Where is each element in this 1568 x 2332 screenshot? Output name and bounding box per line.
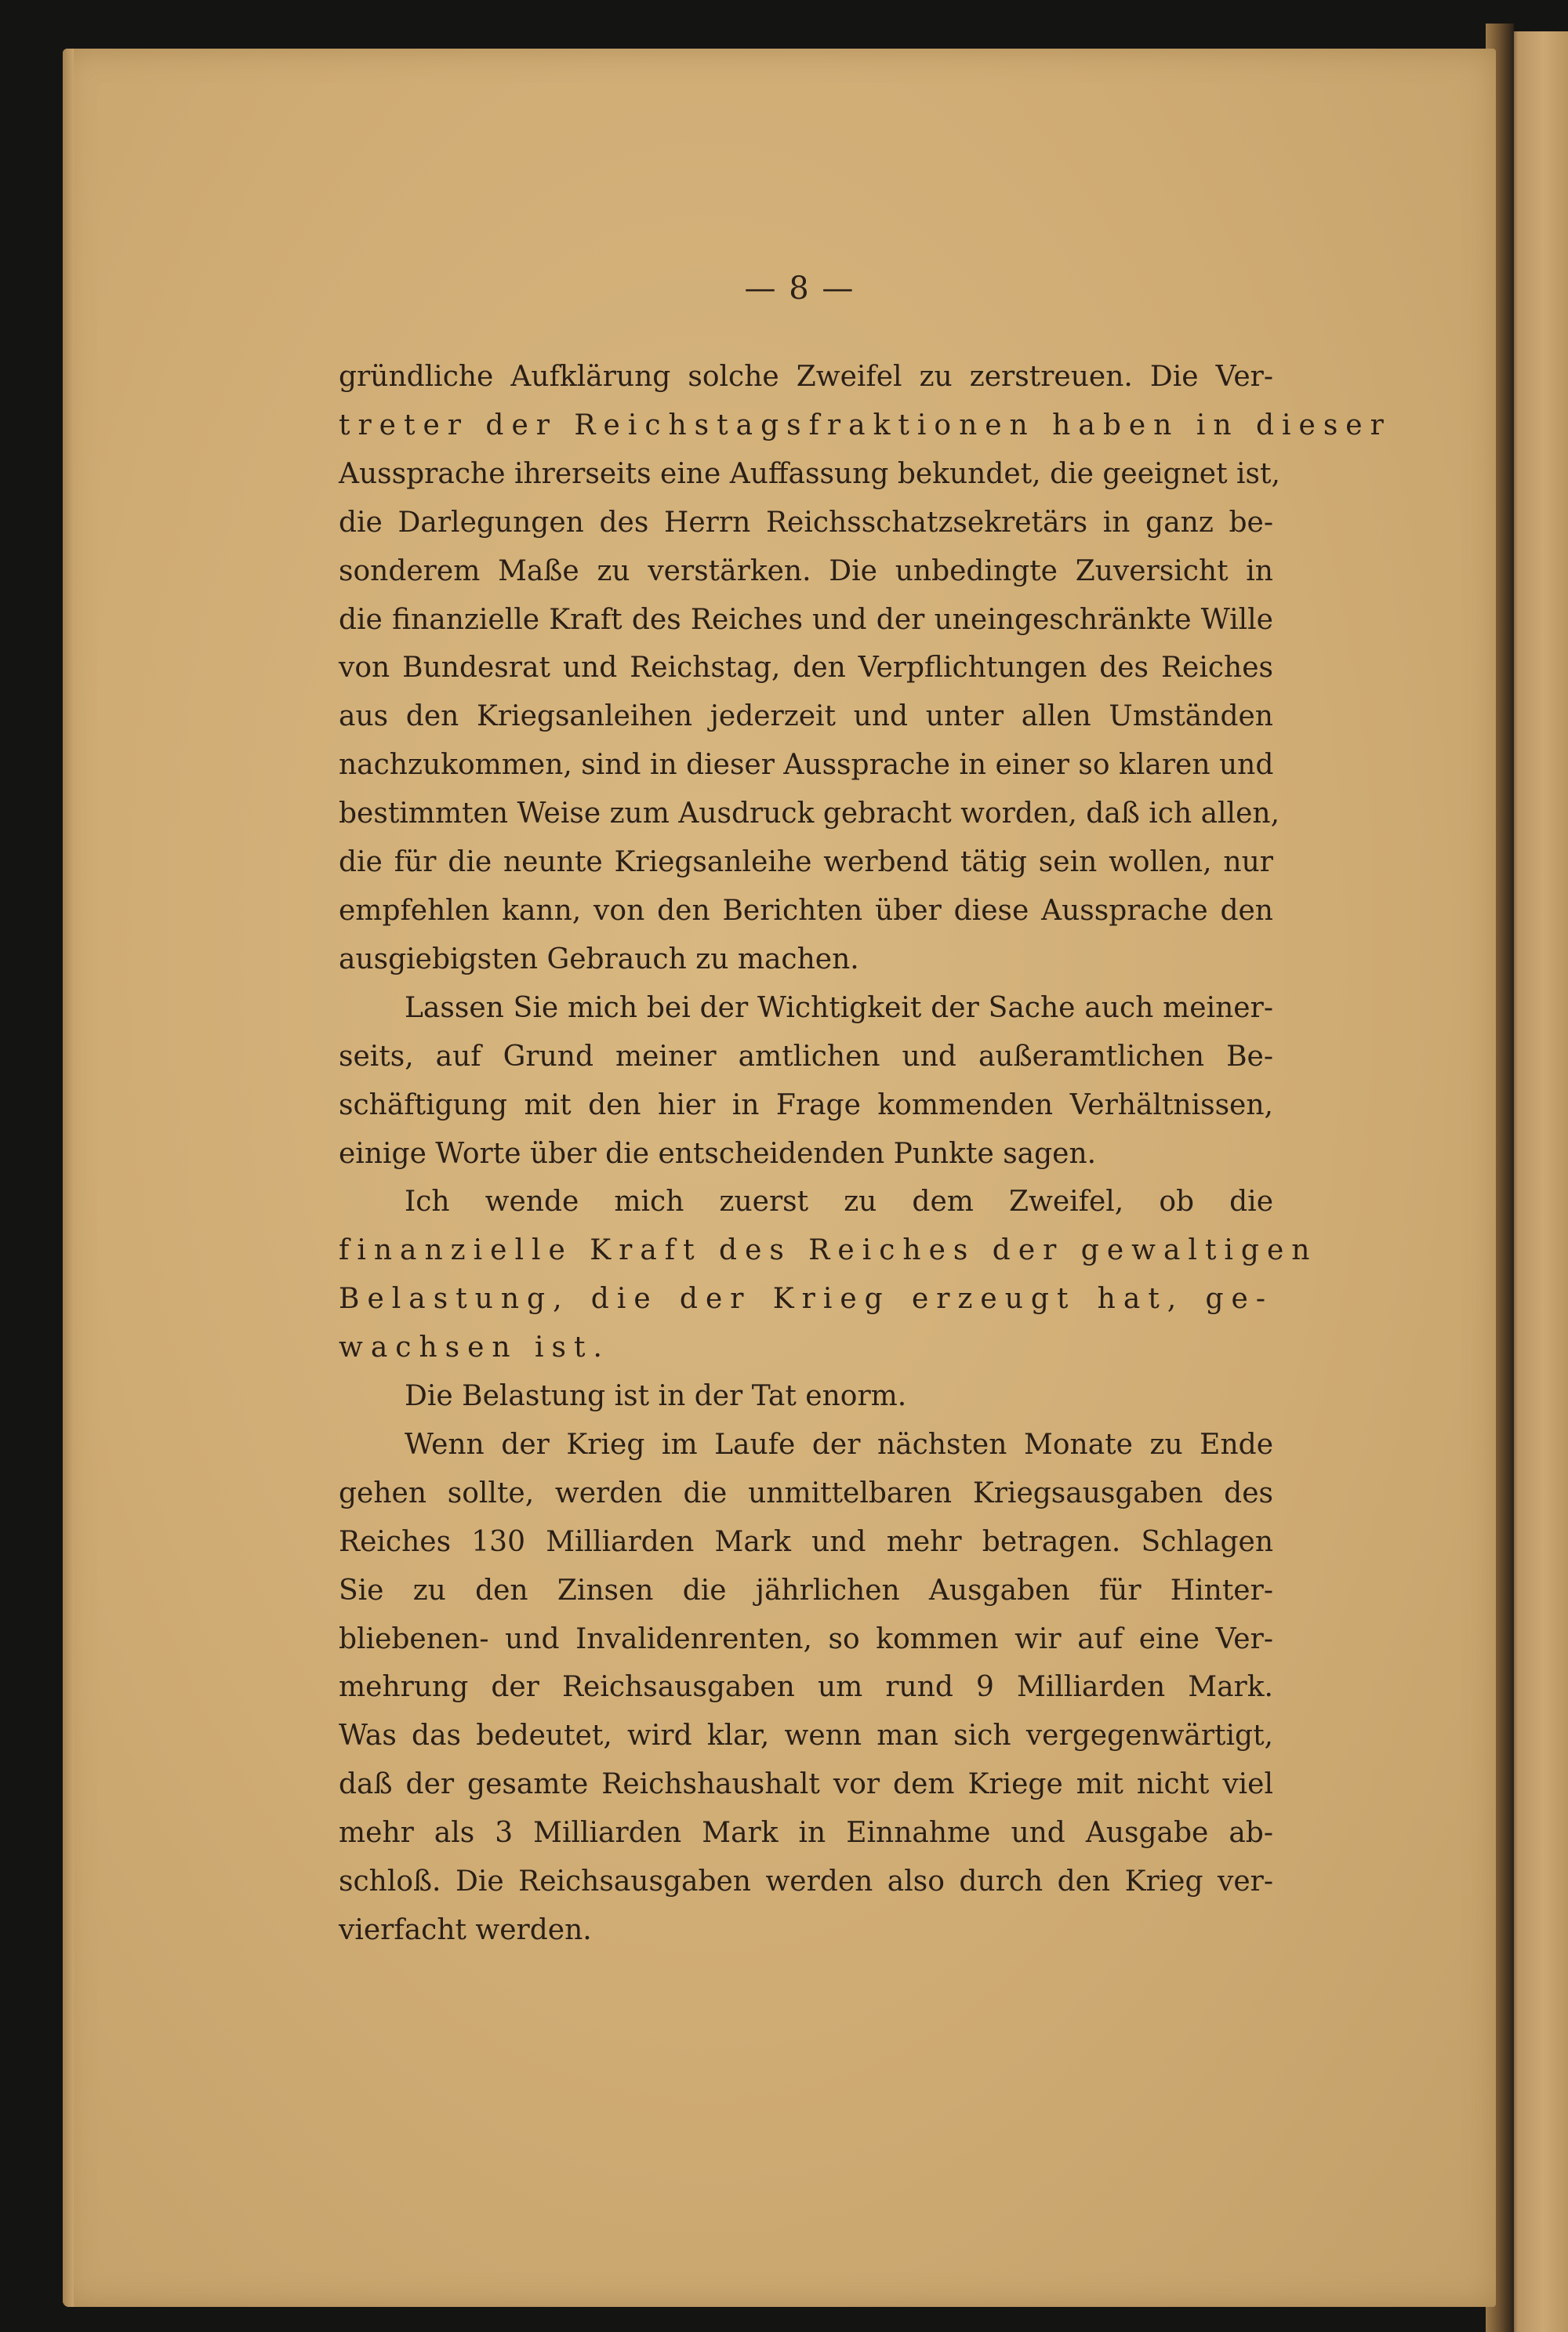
text-line: gehen sollte, werden die unmittelbaren Kriegsausgaben des [339, 1477, 1273, 1509]
text-line: Die Belastung ist in der Tat enorm. [405, 1380, 907, 1413]
text-line: Sie zu den Zinsen die jährlichen Ausgaben für Hinter- [339, 1574, 1273, 1607]
text-line: mehrung der Reichsausgaben um rund 9 Milliarden Mark. [339, 1671, 1273, 1704]
text-line: ausgiebigsten Gebrauch zu machen. [339, 943, 859, 975]
text-line: gründliche Aufklärung solche Zweifel zu zerstreuen. Die Ver- [339, 361, 1273, 393]
text-line: seits, auf Grund meiner amtlichen und außeramtlichen Be- [339, 1040, 1273, 1073]
text-line: Reiches 130 Milliarden Mark und mehr betragen. Schlagen [339, 1525, 1273, 1558]
text-line: bliebenen- und Invalidenrenten, so kommen wir auf eine Ver- [339, 1622, 1273, 1655]
text-line: einige Worte über die entscheidenden Punkte sagen. [339, 1137, 1097, 1170]
text-line: sonderem Maße zu verstärken. Die unbedingte Zuversicht in [339, 554, 1273, 587]
text-line: aus den Kriegsanleihen jederzeit und unter allen Umständen [339, 700, 1273, 733]
page-number: — 8 — [744, 271, 855, 307]
text-line: Aussprache ihrerseits eine Auffassung bekundet, die geeignet ist, [339, 457, 1280, 490]
body-text [339, 353, 1392, 1955]
text-line: treter der Reichstagsfraktionen haben in dieser [339, 409, 1392, 441]
text-line: die für die neunte Kriegsanleihe werbend tätig sein wollen, nur [339, 846, 1273, 879]
text-line: finanzielle Kraft des Reiches der gewaltigen [339, 1234, 1318, 1267]
text-line: die finanzielle Kraft des Reiches und der uneingeschränkte Wille [339, 603, 1273, 636]
page-edge [63, 49, 74, 2307]
text-line: bestimmten Weise zum Ausdruck gebracht worden, daß ich allen, [339, 797, 1280, 830]
text-line: nachzukommen, sind in dieser Aussprache in einer so klaren und [339, 749, 1274, 782]
text-line: schloß. Die Reichsausgaben werden also durch den Krieg ver- [339, 1865, 1273, 1898]
text-line: wachsen ist. [339, 1331, 610, 1364]
text-line: Was das bedeutet, wird klar, wenn man sich vergegenwärtigt, [339, 1720, 1273, 1753]
text-line: daß der gesamte Reichshaushalt vor dem Kriege mit nicht viel [339, 1768, 1273, 1801]
text-line: empfehlen kann, von den Berichten über diese Aussprache den [339, 894, 1273, 927]
text-line: Belastung, die der Krieg erzeugt hat, ge- [339, 1283, 1273, 1316]
text-line: Ich wende mich zuerst zu dem Zweifel, ob die [405, 1186, 1273, 1219]
text-line: vierfacht werden. [339, 1914, 592, 1946]
text-line: von Bundesrat und Reichstag, den Verpflichtungen des Reiches [339, 652, 1273, 685]
text-line: die Darlegungen des Herrn Reichsschatzsekretärs in ganz be- [339, 506, 1273, 539]
text-line: mehr als 3 Milliarden Mark in Einnahme und Ausgabe ab- [339, 1817, 1273, 1850]
text-line: Wenn der Krieg im Laufe der nächsten Monate zu Ende [405, 1428, 1273, 1461]
facing-page-edge [1507, 31, 1568, 2332]
text-line: schäftigung mit den hier in Frage kommenden Verhältnissen, [339, 1088, 1273, 1121]
text-line: Lassen Sie mich bei der Wichtigkeit der Sache auch meiner- [405, 991, 1273, 1024]
